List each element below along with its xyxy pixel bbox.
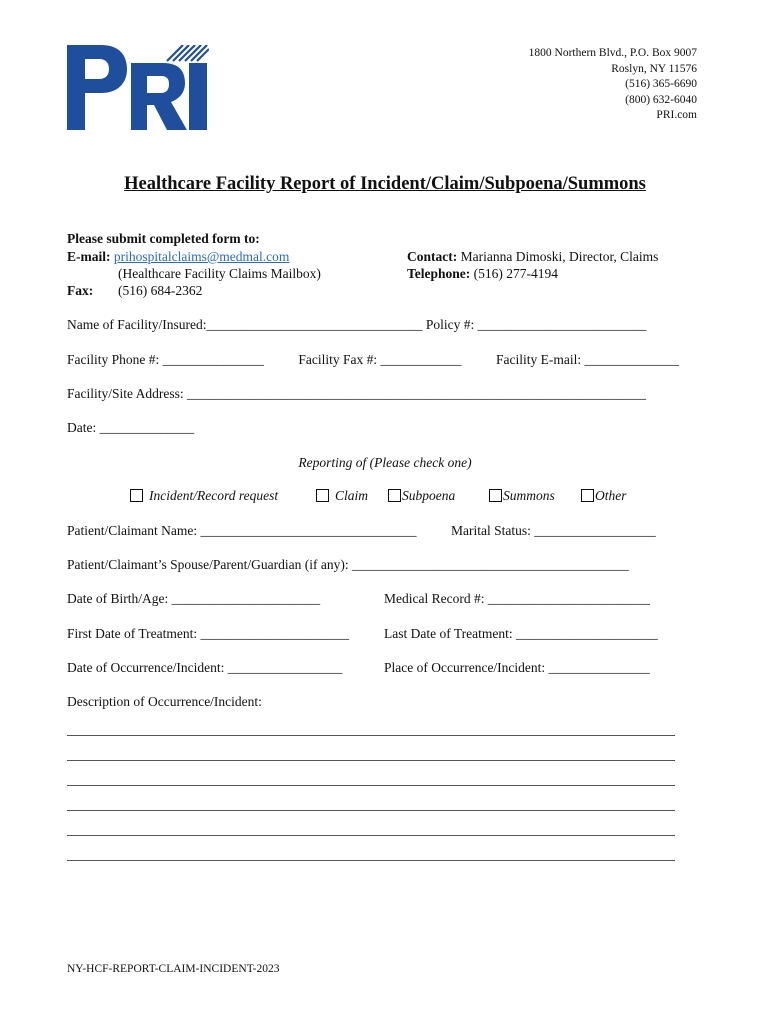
phone-line: (800) 632-6040	[625, 93, 697, 106]
facility-address-field[interactable]: Facility/Site Address: ____________________________________________________________________	[67, 386, 646, 401]
telephone-label: Telephone:	[407, 266, 471, 281]
spouse-field[interactable]: Patient/Claimant’s Spouse/Parent/Guardian (if any): _________________________________________	[67, 557, 629, 572]
description-line[interactable]	[67, 810, 675, 811]
submit-heading: Please submit completed form to:	[67, 231, 260, 246]
contact-value: Marianna Dimoski, Director, Claims	[460, 249, 659, 264]
option-summons[interactable]	[489, 488, 555, 504]
facility-contact-row	[67, 352, 679, 368]
checkbox[interactable]	[581, 489, 594, 502]
form-code: NY-HCF-REPORT-CLAIM-INCIDENT-2023	[67, 963, 280, 975]
address-line: Roslyn, NY 11576	[611, 62, 697, 75]
description-label: Description of Occurrence/Incident:	[67, 694, 262, 709]
telephone-row	[407, 266, 558, 282]
option-other[interactable]	[581, 488, 627, 504]
fax-value: (516) 684-2362	[118, 283, 203, 298]
option-label: Summons	[503, 488, 555, 503]
contact-label: Contact:	[407, 249, 458, 264]
option-incident[interactable]	[130, 488, 278, 504]
last-treatment-field[interactable]: Last Date of Treatment: _____________________	[384, 626, 658, 641]
description-line[interactable]	[67, 785, 675, 786]
option-label: Incident/Record request	[149, 488, 279, 503]
option-label: Claim	[335, 488, 369, 503]
contact-row	[407, 249, 658, 265]
date-field[interactable]: Date: ______________	[67, 420, 195, 435]
submit-email-row	[67, 249, 289, 265]
option-claim[interactable]	[316, 488, 368, 504]
address-block	[529, 46, 697, 124]
description-line[interactable]	[67, 760, 675, 761]
email-link[interactable]: prihospitalclaims@medmal.com	[113, 249, 290, 264]
pri-logo	[67, 45, 209, 130]
address-line: 1800 Northern Blvd., P.O. Box 9007	[528, 47, 697, 59]
description-line[interactable]	[67, 735, 675, 736]
occurrence-place-field[interactable]: Place of Occurrence/Incident: _______________	[384, 660, 650, 675]
reporting-label: Reporting of (Please check one)	[298, 455, 472, 470]
form-title: Healthcare Facility Report of Incident/Claim/Subpoena/Summons	[124, 174, 646, 194]
facility-email-field[interactable]: Facility E-mail: ______________	[496, 352, 679, 367]
facility-name-field[interactable]: Name of Facility/Insured:________________________________ Policy #: _________________________	[67, 317, 647, 332]
website-line: PRI.com	[656, 109, 697, 121]
option-label: Other	[595, 488, 627, 503]
patient-name-field[interactable]: Patient/Claimant Name: ________________________________	[67, 523, 417, 538]
submit-fax-row	[67, 283, 202, 299]
description-line[interactable]	[67, 860, 675, 861]
facility-phone-field[interactable]: Facility Phone #: _______________	[67, 352, 264, 367]
marital-status-field[interactable]: Marital Status: __________________	[451, 523, 656, 538]
mailbox-note: (Healthcare Facility Claims Mailbox)	[118, 266, 321, 281]
checkbox[interactable]	[388, 489, 401, 502]
fax-label: Fax:	[67, 283, 94, 298]
checkbox[interactable]	[130, 489, 143, 502]
option-label: Subpoena	[402, 488, 456, 503]
phone-line: (516) 365-6690	[625, 78, 697, 90]
first-treatment-field[interactable]: First Date of Treatment: ______________________	[67, 626, 349, 641]
medical-record-field[interactable]: Medical Record #: ________________________	[384, 591, 650, 606]
occurrence-date-field[interactable]: Date of Occurrence/Incident: _________________	[67, 660, 343, 675]
facility-fax-field[interactable]: Facility Fax #: ____________	[298, 352, 462, 367]
dob-field[interactable]: Date of Birth/Age: ______________________	[67, 591, 321, 606]
checkbox[interactable]	[316, 489, 329, 502]
checkbox[interactable]	[489, 489, 502, 502]
description-line[interactable]	[67, 835, 675, 836]
telephone-value: (516) 277-4194	[473, 266, 559, 281]
option-subpoena[interactable]	[388, 488, 455, 504]
email-label: E-mail:	[67, 249, 111, 264]
